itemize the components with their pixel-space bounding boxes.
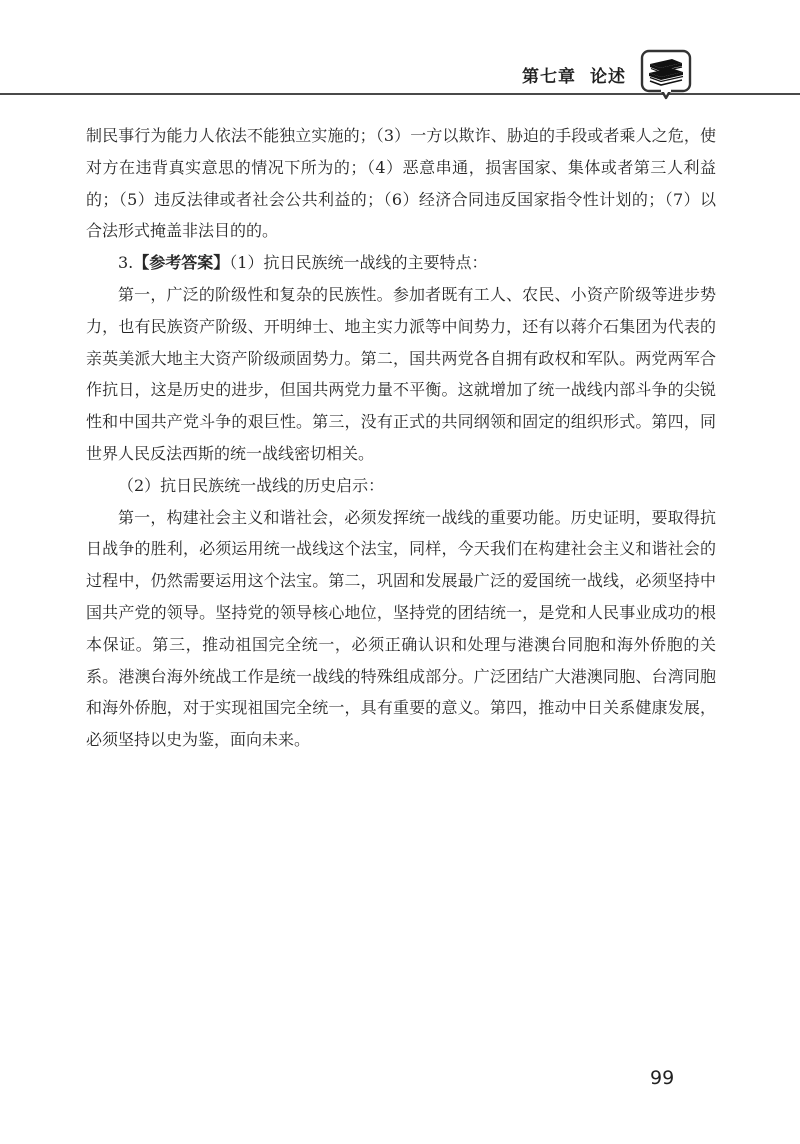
answer-subheading-2: （2）抗日民族统一战线的历史启示： — [118, 475, 385, 495]
books-icon — [640, 49, 692, 101]
question-number: 3. — [118, 253, 134, 273]
answer-subheading-1: （1）抗日民族统一战线的主要特点： — [229, 253, 488, 273]
section-label: 论述 — [590, 67, 626, 87]
answer-heading-3 — [86, 247, 716, 279]
chapter-title — [522, 62, 626, 87]
reference-answer-tag: 【参考答案】 — [133, 253, 230, 273]
body-text — [86, 120, 716, 756]
paragraph-features: 第一，广泛的阶级性和复杂的民族性。参加者既有工人、农民、小资产阶级等进步势力，也有民族资产阶级、开明绅士、地主实力派等中间势力，还有以蒋介石集团为代表的亲英美派大地主大资产阶级顽固势力。第二，国共两党各自拥有政权和军队。两党两军合作抗日，这是历史的进步，但国共两党力量不平衡。这就增加了统一战线内部斗争的尖锐性和中国共产党斗争的艰巨性。第三，没有正式的共同纲领和固定的组织形式。第四，同世界人民反法西斯的统一战线密切相关。 — [86, 284, 716, 463]
paragraph-lessons: 第一，构建社会主义和谐社会，必须发挥统一战线的重要功能。历史证明，要取得抗日战争的胜利，必须运用统一战线这个法宝，同样，今天我们在构建社会主义和谐社会的过程中，仍然需要运用这个法宝。第二，巩固和发展最广泛的爱国统一战线，必须坚持中国共产党的领导。坚持党的领导核心地位，坚持党的团结统一，是党和人民事业成功的根本保证。第三，推动祖国完全统一，必须正确认识和处理与港澳台同胞和海外侨胞的关系。港澳台海外统战工作是统一战线的特殊组成部分。广泛团结广大港澳同胞、台湾同胞和海外侨胞，对于实现祖国完全统一，具有重要的意义。第四，推动中日关系健康发展，必须坚持以史为鉴，面向未来。 — [86, 507, 716, 750]
chapter-label: 第七章 — [522, 67, 576, 87]
paragraph-continued: 制民事行为能力人依法不能独立实施的；（3）一方以欺诈、胁迫的手段或者乘人之危，使对方在违背真实意思的情况下所为的；（4）恶意串通，损害国家、集体或者第三人利益的；（5）违反法律或者社会公共利益的；（6）经济合同违反国家指令性计划的；（7）以合法形式掩盖非法目的的。 — [86, 126, 716, 241]
page-header — [0, 0, 800, 100]
page-number: 99 — [650, 1067, 675, 1089]
